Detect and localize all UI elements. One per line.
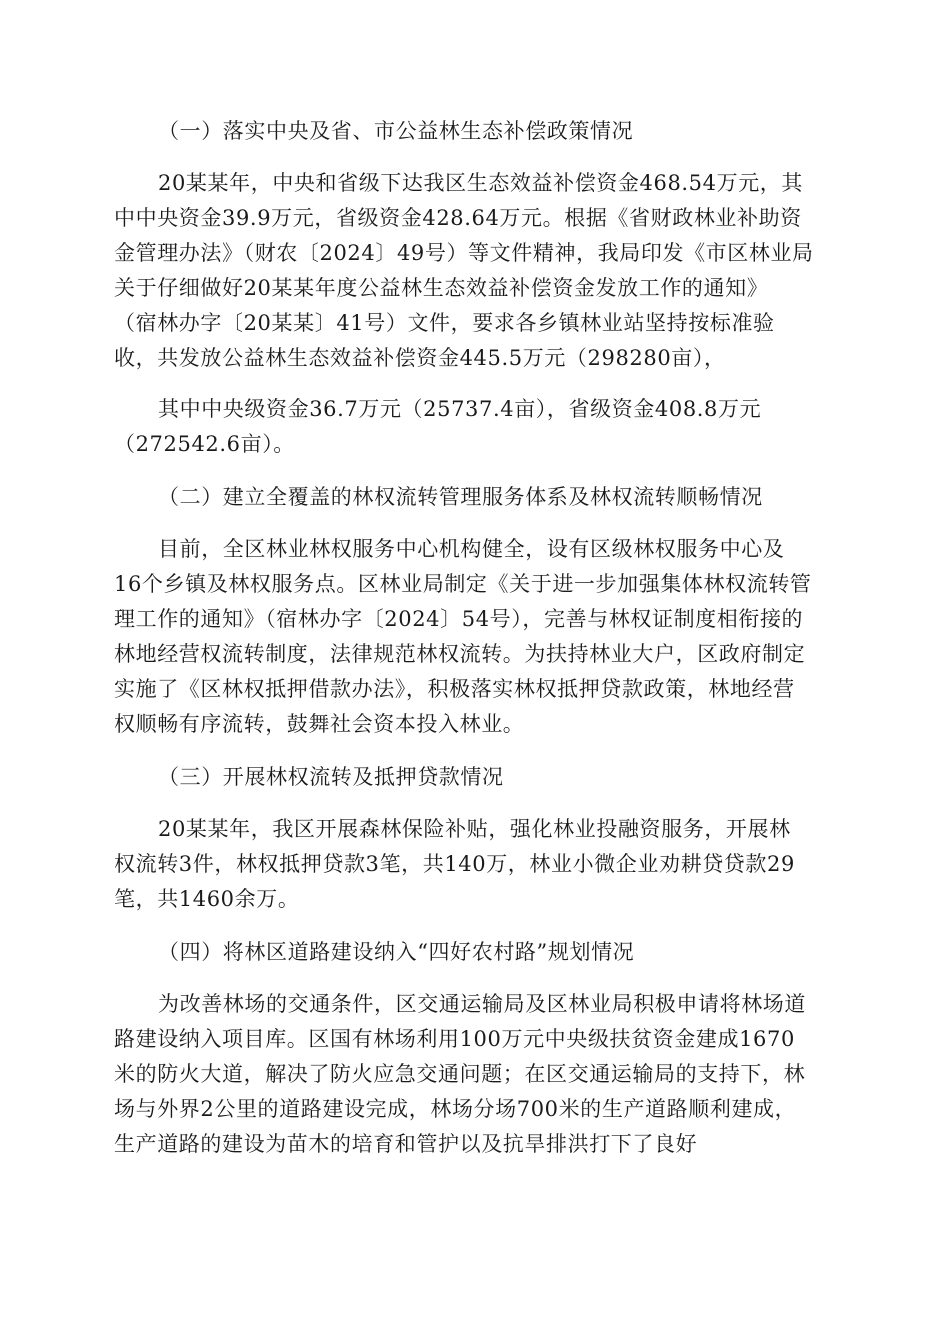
text-line: 笔，共1460余万。 (114, 887, 300, 911)
text-line: 路建设纳入项目库。区国有林场利用100万元中央级扶贫资金建成1670 (114, 1027, 795, 1051)
section-heading-1: （一）落实中央及省、市公益林生态补偿政策情况 (158, 119, 634, 143)
text-line: 实施了《区林权抵押借款办法》，积极落实林权抵押贷款政策，林地经营 (114, 677, 795, 701)
paragraph-1 (114, 166, 836, 376)
section-heading-4: （四）将林区道路建设纳入“四好农村路”规划情况 (158, 940, 635, 964)
document-body (114, 112, 836, 1178)
text-line: 16个乡镇及林权服务点。区林业局制定《关于进一步加强集体林权流转管 (114, 572, 812, 596)
text-line: 场与外界2公里的道路建设完成，林场分场700米的生产道路顺利建成， (114, 1097, 797, 1121)
text-line: 20某某年，中央和省级下达我区生态效益补偿资金468.54万元，其 (158, 171, 803, 195)
text-line: 其中中央级资金36.7万元（25737.4亩），省级资金408.8万元 (158, 397, 762, 421)
text-line: 关于仔细做好20某某年度公益林生态效益补偿资金发放工作的通知》 (114, 276, 769, 300)
text-line: 中中央资金39.9万元，省级资金428.64万元。根据《省财政林业补助资 (114, 206, 802, 230)
text-line: （272542.6亩）。 (114, 432, 295, 456)
text-line: 生产道路的建设为苗木的培育和管护以及抗旱排洪打下了良好 (114, 1132, 698, 1156)
text-line: 金管理办法》（财农〔2024〕49号）等文件精神，我局印发《市区林业局 (114, 241, 814, 265)
text-line: 理工作的通知》（宿林办字〔2024〕54号），完善与林权证制度相衔接的 (114, 607, 804, 631)
text-line: 目前，全区林业林权服务中心机构健全，设有区级林权服务中心及 (158, 537, 785, 561)
paragraph-5 (114, 987, 836, 1162)
section-heading-3: （三）开展林权流转及抵押贷款情况 (158, 765, 504, 789)
text-line: 为改善林场的交通条件，区交通运输局及区林业局积极申请将林场道 (158, 992, 806, 1016)
paragraph-2 (114, 392, 836, 462)
text-line: 权流转3件，林权抵押贷款3笔，共140万，林业小微企业劝耕贷贷款29 (114, 852, 795, 876)
text-line: 权顺畅有序流转，鼓舞社会资本投入林业。 (114, 712, 525, 736)
paragraph-4 (114, 812, 836, 917)
text-line: （宿林办字〔20某某〕41号）文件，要求各乡镇林业站坚持按标准验 (114, 311, 775, 335)
section-heading-2: （二）建立全覆盖的林权流转管理服务体系及林权流转顺畅情况 (158, 485, 763, 509)
text-line: 米的防火大道，解决了防火应急交通问题；在区交通运输局的支持下，林 (114, 1062, 806, 1086)
text-line: 林地经营权流转制度，法律规范林权流转。为扶持林业大户，区政府制定 (114, 642, 806, 666)
text-line: 收，共发放公益林生态效益补偿资金445.5万元（298280亩）， (114, 346, 726, 370)
text-line: 20某某年，我区开展森林保险补贴，强化林业投融资服务，开展林 (158, 817, 791, 841)
paragraph-3 (114, 532, 836, 742)
